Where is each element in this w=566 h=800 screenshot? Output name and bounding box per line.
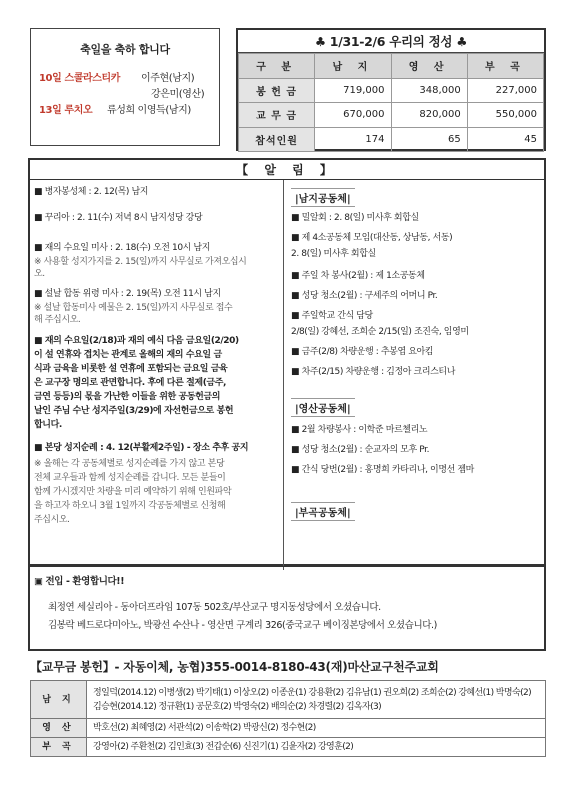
table-row [31,719,546,738]
feast-day-members: 강은미(영산) [151,89,205,100]
table-cell: 719,000 [315,78,391,103]
column-divider [283,180,284,570]
table-cell: 65 [391,127,467,152]
welcome-title: ▣ 전입 - 환영합니다!! [34,576,125,587]
notice-item: ■ 재의 수요일(2/18)과 재의 예식 다음 금요일(2/20) [34,336,239,346]
table-row [239,103,544,128]
table-row [239,127,544,152]
row-label: 봉 헌 금 [239,78,315,103]
table-cell: 227,000 [467,78,543,103]
notice-item: 날인 주님 수난 성지주일(3/29)에 자선헌금으로 봉헌 [34,406,234,416]
community-title-bugok: |부곡공동체| [291,502,355,521]
notice-item: ■ 본당 성지순례 : 4. 12(부활제2주일) - 장소 추후 공지 [34,443,249,453]
table-cell: 348,000 [391,78,467,103]
feast-day-box [30,28,220,146]
notice-item: ■ 간식 당번(2월) : 홍명희 카타리나, 이명선 젬마 [291,465,474,475]
notice-item: 은 교구장 명의로 관면합니다. 후에 다른 절제(금주, [34,378,227,388]
notices-title: 【 알 림 】 [30,160,544,180]
welcome-line: 김봉락 베드로다미아노, 박광선 수산나 - 영산면 구계리 326(중국교구 베이징본당에서 오셨습니다.) [48,620,437,631]
table-cell: 강영아(2) 주환천(2) 김인효(3) 전갑순(6) 신진기(1) 김윤자(2) 강영훈(2) [87,738,546,757]
notice-note: 을 하고자 하오니 3월 1일까지 각공동체별로 신청해 [34,501,226,511]
row-label: 영 산 [31,719,87,738]
notice-item: 합니다. [34,420,62,430]
notice-item: ■ 금주(2/8) 차량운행 : 추봉엽 요아킴 [291,347,434,357]
notice-item: ■ 성당 청소(2월) : 순교자의 모후 Pr. [291,445,430,455]
community-title-namji: |남지공동체| [291,188,355,207]
notice-item: ■ 2월 차량봉사 : 이학준 마르첼리노 [291,425,428,435]
column-header: 영 산 [391,54,467,79]
notice-note: 주십시오. [34,515,70,525]
community-title-yeongsan: |영산공동체| [291,398,355,417]
offerings-title: ♣ 1/31-2/6 우리의 정성 ♣ [238,30,544,53]
notice-item: 이 설 연휴와 겹치는 관계로 올해의 재의 수요일 금 [34,350,222,360]
notice-item: ■ 설날 합동 위령 미사 : 2. 19(목) 오전 11시 남지 [34,289,221,299]
gyomu-table [30,680,546,757]
welcome-box [28,566,546,651]
notice-note: ※ 사용할 성지가지를 2. 15(일)까지 사무실로 가져오십시 [34,257,247,267]
column-header: 부 곡 [467,54,543,79]
table-cell: 정일덕(2014.12) 이병생(2) 박기태(1) 이상오(2) 이종운(1) 강용환(2) 김유남(1) 권오희(2) 조희순(2) 강혜선(1) 박명숙(2) 김승현(2014.12) 정규환(1) 공문호(2) 박영숙(2) 배의순(2) 차경렬(2) 김옥자(3) [87,681,546,719]
notice-item: ■ 성당 청소(2월) : 구세주의 어머니 Pr. [291,291,438,301]
table-row [239,78,544,103]
welcome-line: 최정연 세실리아 - 동아더프라임 107동 502호/부산교구 명지동성당에서 오셨습니다. [48,602,381,613]
table-cell: 670,000 [315,103,391,128]
feast-day-members: 이주현(남지) [141,73,195,84]
column-header: 남 지 [315,54,391,79]
notice-note: ※ 올해는 각 공동체별로 성지순례를 가지 않고 본당 [34,459,225,469]
notice-item: ■ 차주(2/15) 차량운행 : 김정아 크리스티나 [291,367,455,377]
gyomu-header: 【교무금 봉헌】- 자동이체, 농협)355-0014-8180-43(재)마산교구천주교회 [30,660,439,674]
notices-box [28,158,546,566]
notice-item: ■ 재의 수요일 미사 : 2. 18(수) 오전 10시 남지 [34,243,211,253]
notice-item: ■ 병자봉성체 : 2. 12(목) 남지 [34,187,149,197]
notice-item: 식과 금육을 비롯한 설 연휴에 포함되는 금요일 금육 [34,364,228,374]
table-cell: 550,000 [467,103,543,128]
notice-item: 2. 8(일) 미사후 회합실 [291,249,376,259]
row-label: 부 곡 [31,738,87,757]
table-cell: 45 [467,127,543,152]
notice-item: 금연 등등)의 몫을 가난한 이들을 위한 공동헌금의 [34,392,220,402]
table-row [31,738,546,757]
feast-day-title: 축일을 축하 합니다 [80,43,170,56]
notice-note: 함께 가시겠지만 차량을 미리 예약하기 위해 인원파악 [34,487,232,497]
row-label: 참석인원 [239,127,315,152]
feast-day-name: 10일 스콜라스티카 [39,73,121,84]
notice-item: 2/8(일) 강혜선, 조희순 2/15(일) 조진숙, 임영미 [291,327,469,337]
offerings-table [236,28,546,151]
table-cell: 174 [315,127,391,152]
table-cell: 박호선(2) 최혜영(2) 서관석(2) 이송학(2) 박광신(2) 정수현(2) [87,719,546,738]
notice-item: ■ 꾸리아 : 2. 11(수) 저녁 8시 남지성당 강당 [34,213,203,223]
feast-day-members: 류성희 이영득(남지) [107,105,191,116]
row-label: 교 무 금 [239,103,315,128]
notice-note: 오. [34,269,45,279]
notice-note: ※ 설날 합동미사 예물은 2. 15(일)까지 사무실로 접수 [34,303,233,313]
table-cell: 820,000 [391,103,467,128]
row-label: 남 지 [31,681,87,719]
column-header: 구 분 [239,54,315,79]
table-row [31,681,546,719]
notice-item: ■ 주일 차 봉사(2월) : 제 1소공동체 [291,271,425,281]
notice-note: 전체 교우들과 함께 성지순례를 갑니다. 모든 분들이 [34,473,226,483]
notice-note: 해 주십시오. [34,315,81,325]
feast-day-name: 13일 루치오 [39,105,93,116]
notice-item: ■ 주일학교 간식 담당 [291,311,373,321]
notice-item: ■ 밀알회 : 2. 8(일) 미사후 회합실 [291,213,419,223]
notice-item: ■ 제 4소공동체 모임(대산동, 상남동, 서동) [291,233,453,243]
